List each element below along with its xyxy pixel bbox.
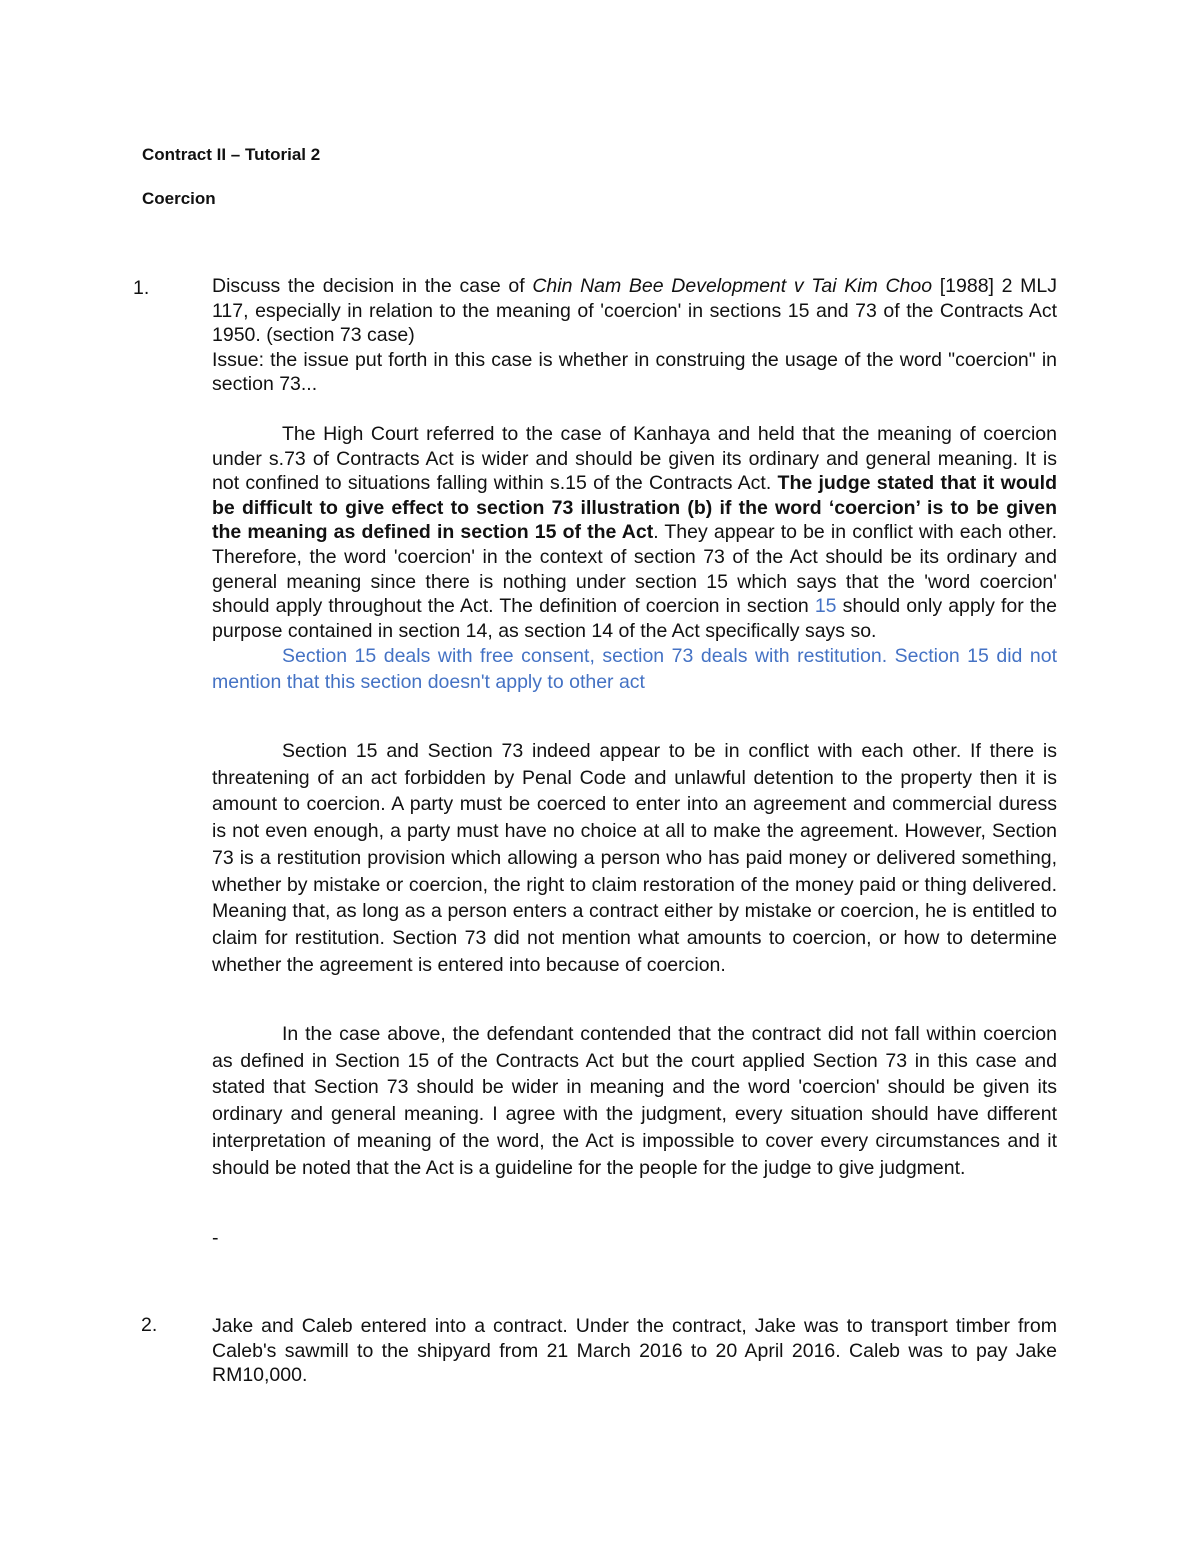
dash-marker: - [212,1227,219,1249]
answer-1-text [212,422,1057,643]
question-2-text: Jake and Caleb entered into a contract. Under the contract, Jake was to transport timber from Caleb's sawmill to the shipyard from 21 March 2016 to 20 April 2016. Caleb was to pay Jake RM10,000. [212,1315,1057,1387]
answer-paragraph-1 [212,422,1057,695]
q1-intro-start: Discuss the decision in the case of [212,275,533,297]
p1-blue-number: 15 [814,595,837,618]
document-topic: Coercion [142,189,216,208]
document-title: Contract II – Tutorial 2 [142,145,321,164]
q1-intro-end: [1988] 2 MLJ 117, especially in relation to the meaning of 'coercion' in sections 15 and 73 of the Contracts Act 1950. (section 73 case) [212,275,1057,347]
case-name: Chin Nam Bee Development v Tai Kim Choo [532,275,933,297]
question-2-number: 2. [141,1314,158,1336]
question-1-number: 1. [133,277,150,299]
answer-2-text: Section 15 and Section 73 indeed appear to be in conflict with each other. If there is threatening of an act forbidden by Penal Code and unlawful detention to the property then it is amount to coercion. A party must be coerced to enter into an agreement and commercial duress is not even enough, a party must have no choice at all to make the agreement. However, Section 73 is a restitution provision which allowing a person who has paid money or delivered something, whether by mistake or coercion, the right to claim restoration of the money paid or thing delivered. Meaning that, as long as a person enters a contract either by mistake or coercion, he is entitled to claim for restitution. Section 73 did not mention what amounts to coercion, or how to determine whether the agreement is entered into because of coercion. [212,740,1057,976]
answer-paragraph-3 [212,1021,1057,1181]
answer-3-text: In the case above, the defendant contended that the contract did not fall within coercion as defined in Section 15 of the Contracts Act but the court applied Section 73 in this case and stated that Section 73 should be wider in meaning and the word 'coercion' should be given its ordinary and general meaning. I agree with the judgment, every situation should have different interpretation of meaning of the word, the Act is impossible to cover every circumstances and it should be noted that the Act is a guideline for the people for the judge to give judgment. [212,1023,1057,1179]
question-1-intro [212,274,1057,348]
blue-note: Section 15 deals with free consent, section 73 deals with restitution. Section 15 did not mention that this section doesn't apply to other act [212,645,1057,694]
p1-bold: The judge stated that it would be difficult to give effect to section 73 illustration (b) if the word ‘coercion’ is to be given the meaning as defined in section 15 of the Act [212,472,1057,544]
p1-after-bold: . They appear to be in conflict with each other. Therefore, the word 'coercion' in the context of section 73 of the Act should be its ordinary and general meaning since there is nothing under section 15 which says that the 'word coercion' should apply throughout the Act. The definition of coercion in section [212,521,1058,618]
p1-text: The High Court referred to the case of Kanhaya and held that the meaning of coercion under s.73 of Contracts Act is wider and should be given its ordinary and general meaning. It is not confined to situations falling within s.15 of the Contracts Act. [212,423,1057,495]
question-2-prompt [212,1314,1057,1388]
p1-end: should only apply for the purpose contained in section 14, as section 14 of the Act specifically says so. [212,595,1057,642]
answer-paragraph-2 [212,738,1057,978]
question-1-issue: Issue: the issue put forth in this case is whether in construing the usage of the word "coercion" in section 73... [212,348,1057,396]
question-1-prompt [212,274,1057,397]
